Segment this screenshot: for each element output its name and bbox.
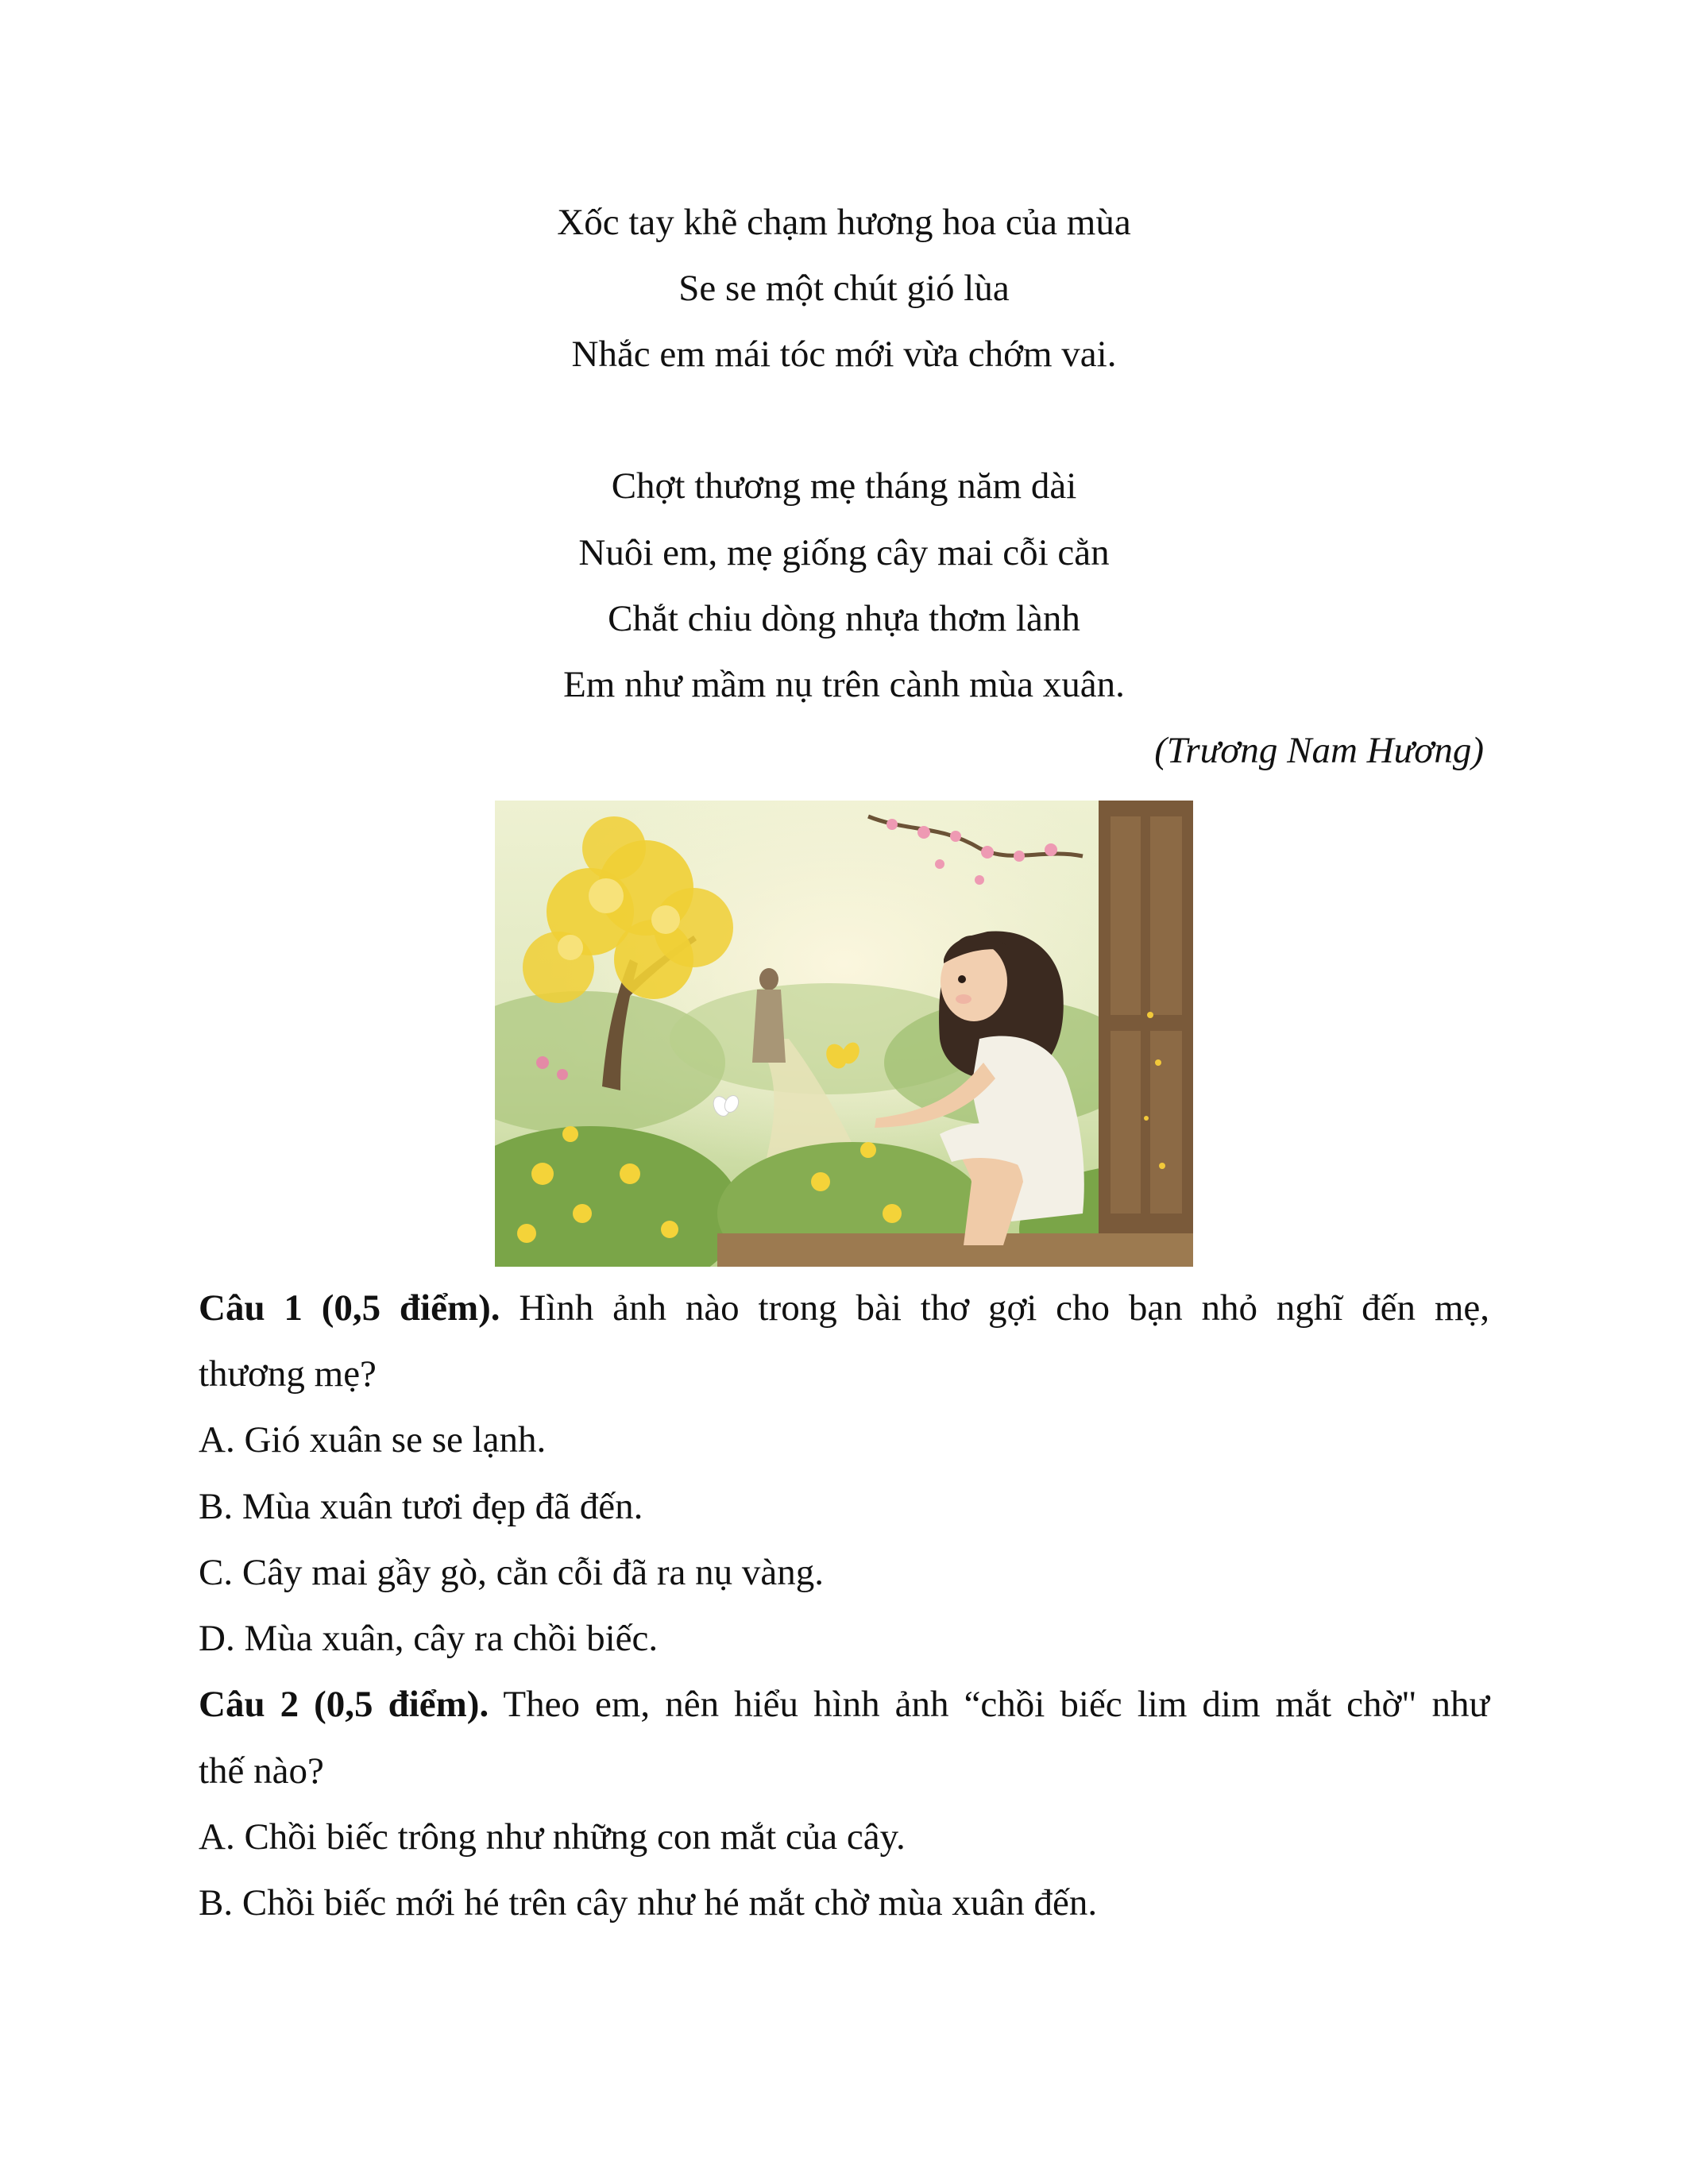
question-2-option-b: B. Chồi biếc mới hé trên cây như hé mắt chờ mùa xuân đến. (199, 1882, 1098, 1924)
question-1-text-continued: thương mẹ? (199, 1353, 377, 1395)
poem-line: Xốc tay khẽ chạm hương hoa của mùa (557, 202, 1131, 243)
illustration-girl-in-spring-garden (495, 801, 1193, 1267)
question-2-text: Theo em, nên hiểu hình ảnh “chồi biếc lim dim mắt chờ" như (489, 1684, 1490, 1725)
poem-line: Chắt chiu dòng nhựa thơm lành (608, 598, 1080, 639)
question-1-option-c: C. Cây mai gầy gò, cằn cỗi đã ra nụ vàng. (199, 1552, 825, 1593)
question-1-option-a: A. Gió xuân se se lạnh. (199, 1419, 547, 1461)
question-1-option-d: D. Mùa xuân, cây ra chồi biếc. (199, 1618, 659, 1659)
question-1-label: Câu 1 (0,5 điểm). (199, 1287, 500, 1329)
question-1-text: Hình ảnh nào trong bài thơ gợi cho bạn nhỏ nghĩ đến mẹ, (500, 1287, 1490, 1329)
question-1-option-b: B. Mùa xuân tươi đẹp đã đến. (199, 1486, 643, 1527)
question-2 (199, 1680, 1489, 1728)
question-2-option-a: A. Chồi biếc trông như những con mắt của cây. (199, 1816, 906, 1858)
poem-line: Se se một chút gió lùa (678, 268, 1010, 309)
question-2-text-continued: thế nào? (199, 1750, 324, 1792)
poem-author: (Trương Nam Hương) (1154, 730, 1484, 771)
poem-line: Nhắc em mái tóc mới vừa chớm vai. (571, 334, 1117, 375)
poem-line: Em như mầm nụ trên cành mùa xuân. (563, 664, 1125, 705)
question-1 (199, 1284, 1489, 1332)
question-2-label: Câu 2 (0,5 điểm). (199, 1684, 489, 1725)
poem-line: Nuôi em, mẹ giống cây mai cỗi cằn (578, 532, 1110, 573)
poem-line: Chợt thương mẹ tháng năm dài (611, 465, 1077, 507)
